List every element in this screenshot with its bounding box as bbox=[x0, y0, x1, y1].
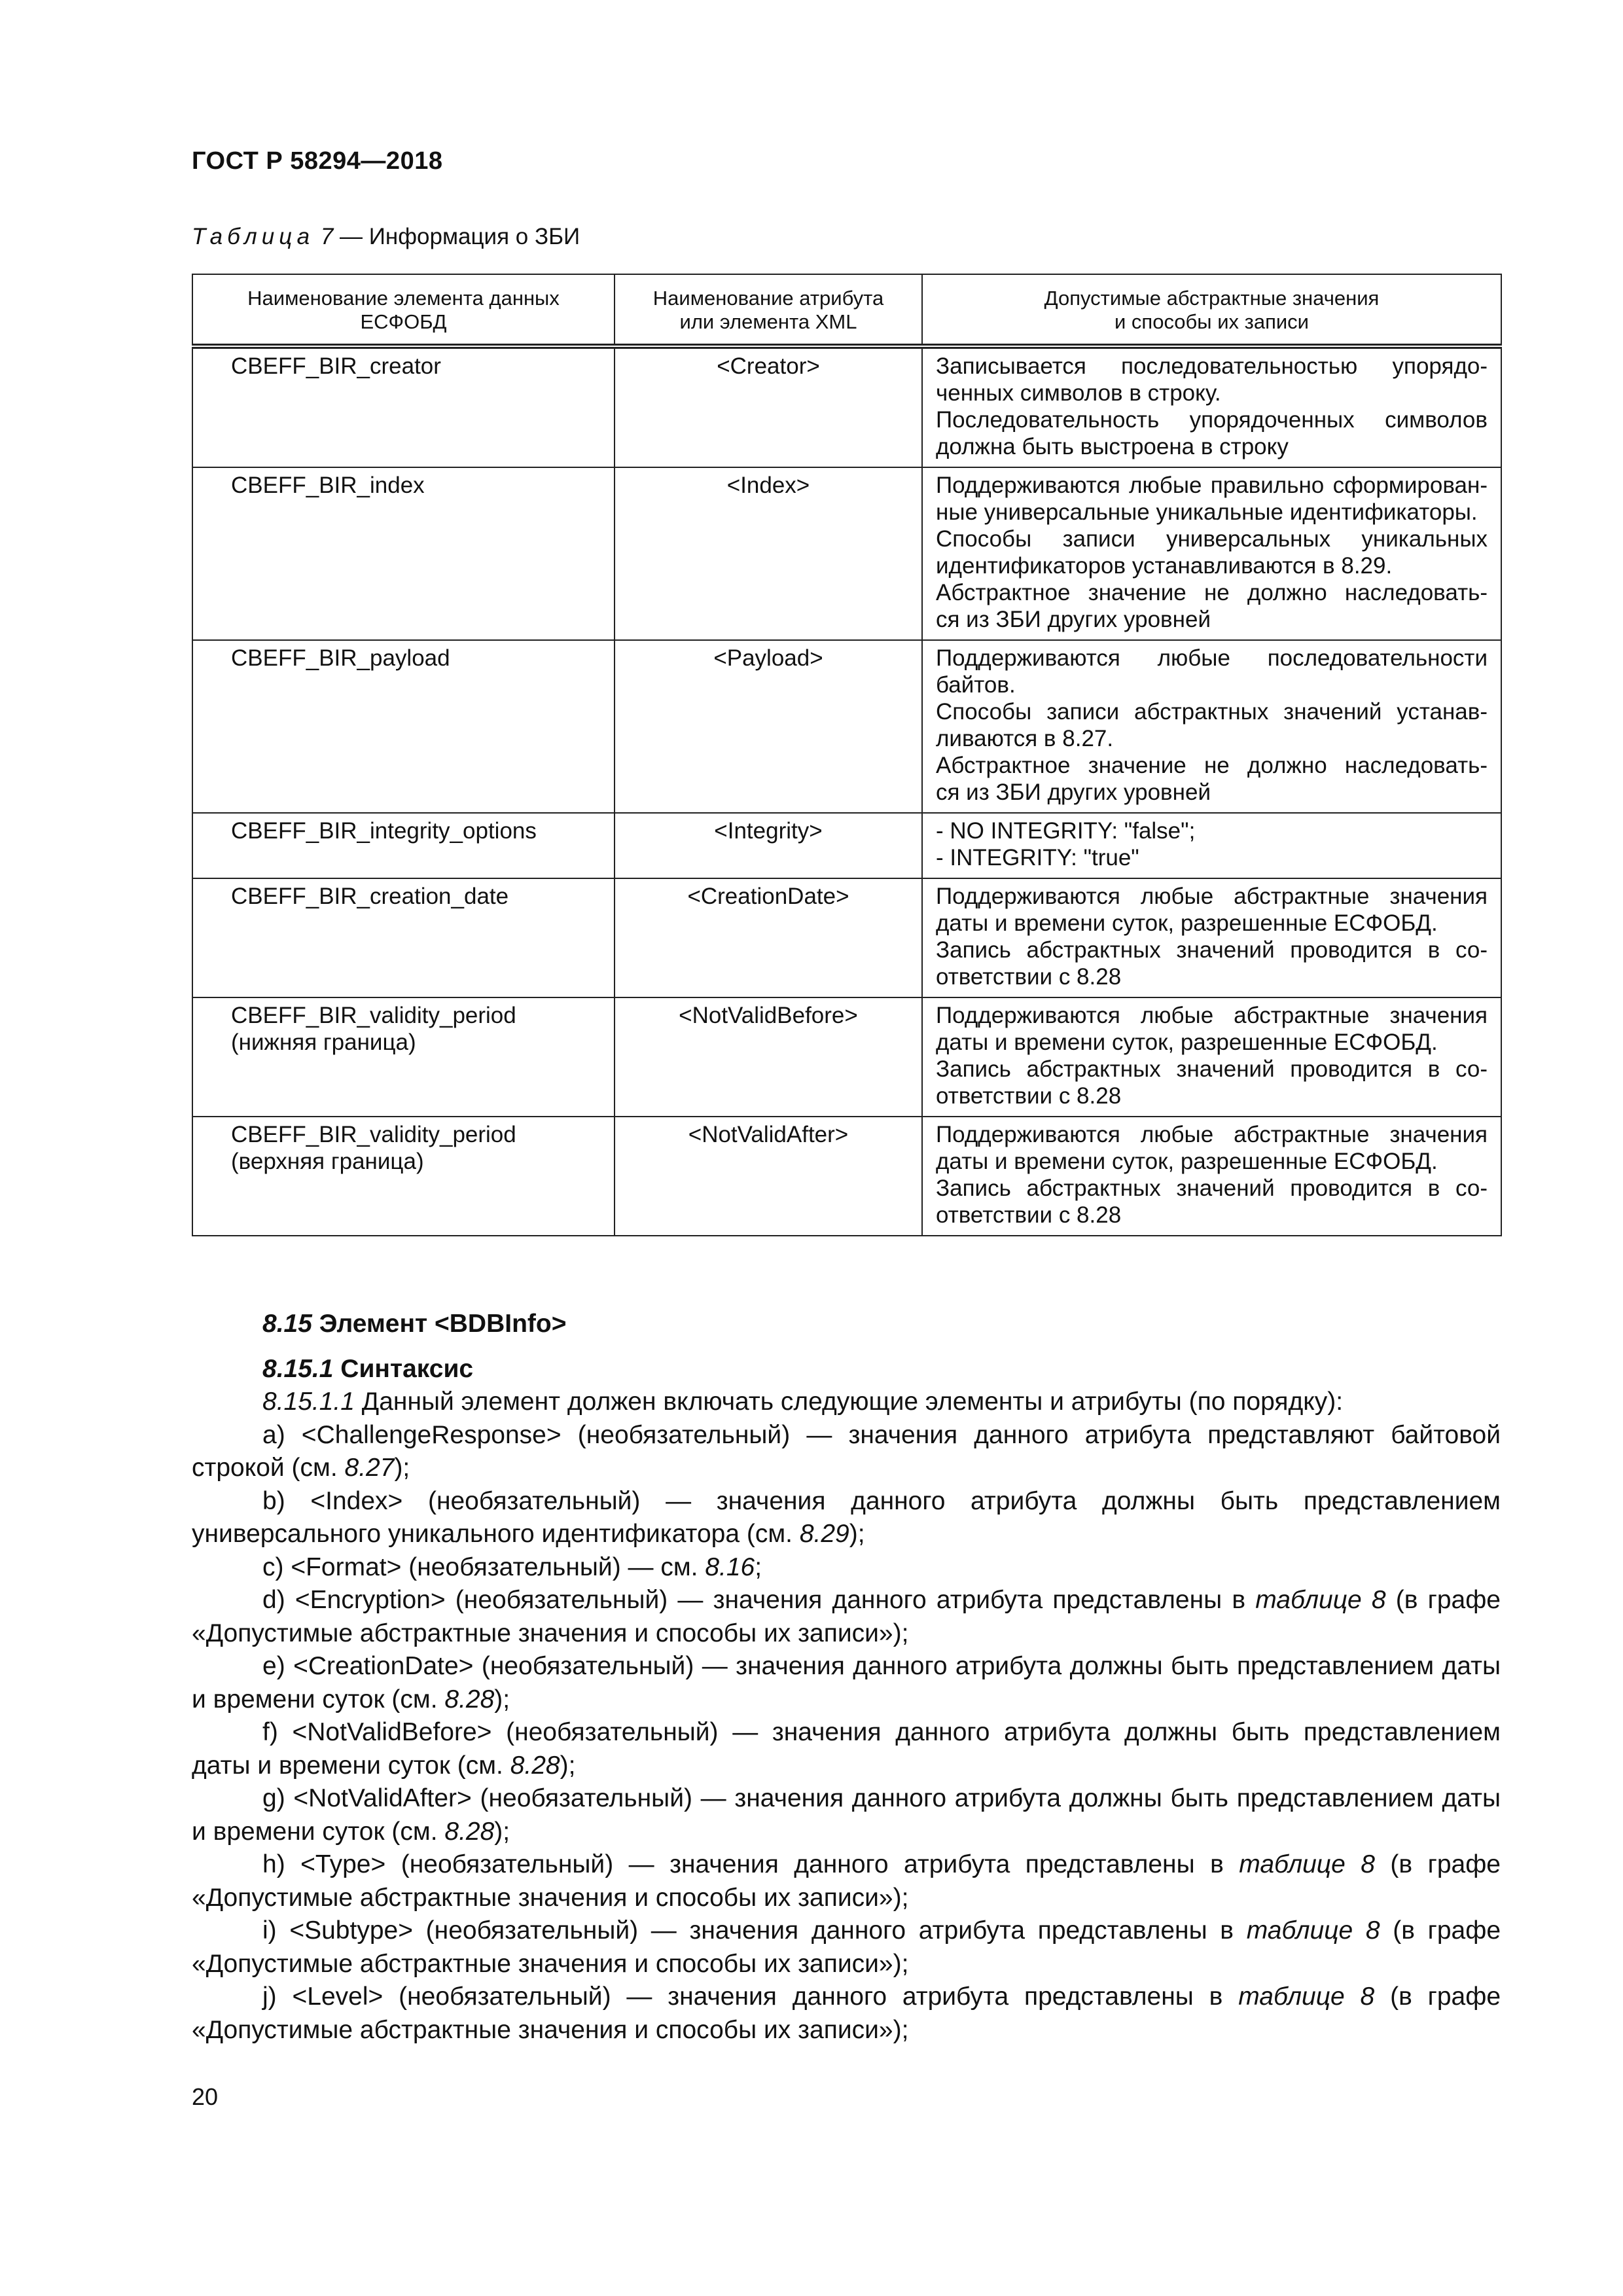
list-item: i) <Subtype> (необязательный) — значения данного атрибута представлены в таблице 8 (в графе «Допустимые абстрактные значения и способы их записи»); bbox=[192, 1916, 1501, 1978]
cell-xml-name: <Integrity> bbox=[615, 813, 922, 878]
table-body bbox=[192, 346, 1501, 1236]
list-item: b) <Index> (необязательный) — значения данного атрибута должны быть представлением универсального уникального идентификатора (см. 8.29); bbox=[192, 1486, 1501, 1548]
list-item: c) <Format> (необязательный) — см. 8.16; bbox=[262, 1552, 762, 1581]
table-row bbox=[192, 1117, 1501, 1236]
cell-xml-name: <Index> bbox=[615, 467, 922, 640]
cell-allowed-values: Записывается последовательностью упорядо- ченных символов в строку. Последовательность упорядоченных символов должна быть выстроена в строку bbox=[922, 346, 1501, 467]
table-caption-number: 7 bbox=[320, 224, 334, 249]
element-list bbox=[192, 1419, 1501, 2047]
subsection-heading: 8.15.1 Синтаксис bbox=[262, 1354, 474, 1383]
cell-allowed-values: Поддерживаются любые последовательности байтов. Способы записи абстрактных значений устанав- ливаются в 8.27. Абстрактное значение не должно наследовать- ся из ЗБИ других уровней bbox=[922, 640, 1501, 813]
cell-allowed-values: Поддерживаются любые абстрактные значения даты и времени суток, разрешенные ЕСФОБД. Запись абстрактных значений проводится в со- ответствии с 8.28 bbox=[922, 1117, 1501, 1236]
cell-allowed-values: - NO INTEGRITY: "false"; - INTEGRITY: "true" bbox=[922, 813, 1501, 878]
list-item: h) <Type> (необязательный) — значения данного атрибута представлены в таблице 8 (в графе «Допустимые абстрактные значения и способы их записи»); bbox=[192, 1850, 1501, 1912]
cell-allowed-values: Поддерживаются любые абстрактные значения даты и времени суток, разрешенные ЕСФОБД. Запись абстрактных значений проводится в со- ответствии с 8.28 bbox=[922, 878, 1501, 997]
table-caption-title: — Информация о ЗБИ bbox=[340, 224, 580, 249]
list-item: g) <NotValidAfter> (необязательный) — значения данного атрибута должны быть представлением даты и времени суток (см. 8.28); bbox=[192, 1784, 1501, 1846]
header-element-name: Наименование элемента данных ЕСФОБД bbox=[192, 274, 615, 346]
cell-element-name: CBEFF_BIR_validity_period (верхняя граница) bbox=[192, 1117, 615, 1236]
cell-xml-name: <Payload> bbox=[615, 640, 922, 813]
section-body bbox=[192, 1308, 1501, 2047]
cell-element-name: CBEFF_BIR_creation_date bbox=[192, 878, 615, 997]
cell-xml-name: <Creator> bbox=[615, 346, 922, 467]
intro-paragraph: 8.15.1.1 Данный элемент должен включать следующие элементы и атрибуты (по порядку): bbox=[262, 1388, 1344, 1416]
table-row bbox=[192, 878, 1501, 997]
cell-element-name: CBEFF_BIR_integrity_options bbox=[192, 813, 615, 878]
cell-element-name: CBEFF_BIR_payload bbox=[192, 640, 615, 813]
page-number: 20 bbox=[192, 2083, 219, 2110]
table-caption-label: Таблица bbox=[192, 224, 315, 249]
cell-element-name: CBEFF_BIR_creator bbox=[192, 346, 615, 467]
cell-xml-name: <NotValidBefore> bbox=[615, 997, 922, 1117]
table-row bbox=[192, 467, 1501, 640]
section-heading: 8.15 Элемент <BDBInfo> bbox=[262, 1310, 567, 1338]
cell-element-name: CBEFF_BIR_validity_period (нижняя граница) bbox=[192, 997, 615, 1117]
table-row bbox=[192, 346, 1501, 467]
cell-element-name: CBEFF_BIR_index bbox=[192, 467, 615, 640]
cell-allowed-values: Поддерживаются любые правильно сформирован- ные универсальные уникальные идентификаторы. Способы записи универсальных уникальных идентификаторов устанавливаются в 8.29. Абстрактное значение не должно наследовать- ся из ЗБИ других уровней bbox=[922, 467, 1501, 640]
list-item: a) <ChallengeResponse> (необязательный) — значения данного атрибута представляют байтовой строкой (см. 8.27); bbox=[192, 1420, 1501, 1482]
table-row bbox=[192, 997, 1501, 1117]
cell-xml-name: <CreationDate> bbox=[615, 878, 922, 997]
table-row bbox=[192, 640, 1501, 813]
zbi-info-table bbox=[192, 274, 1502, 1236]
table-row bbox=[192, 813, 1501, 878]
list-item: f) <NotValidBefore> (необязательный) — значения данного атрибута должны быть представлением даты и времени суток (см. 8.28); bbox=[192, 1718, 1501, 1780]
table-caption bbox=[192, 224, 580, 250]
header-allowed-values: Допустимые абстрактные значения и способы их записи bbox=[922, 274, 1501, 346]
header-xml-name: Наименование атрибута или элемента XML bbox=[615, 274, 922, 346]
cell-allowed-values: Поддерживаются любые абстрактные значения даты и времени суток, разрешенные ЕСФОБД. Запись абстрактных значений проводится в со- ответствии с 8.28 bbox=[922, 997, 1501, 1117]
table-header-row bbox=[192, 274, 1501, 346]
list-item: j) <Level> (необязательный) — значения данного атрибута представлены в таблице 8 (в графе «Допустимые абстрактные значения и способы их записи»); bbox=[192, 1982, 1501, 2044]
cell-xml-name: <NotValidAfter> bbox=[615, 1117, 922, 1236]
list-item: e) <CreationDate> (необязательный) — значения данного атрибута должны быть представлением даты и времени суток (см. 8.28); bbox=[192, 1652, 1501, 1713]
list-item: d) <Encryption> (необязательный) — значения данного атрибута представлены в таблице 8 (в графе «Допустимые абстрактные значения и способы их записи»); bbox=[192, 1586, 1501, 1647]
document-header: ГОСТ Р 58294—2018 bbox=[192, 147, 443, 175]
